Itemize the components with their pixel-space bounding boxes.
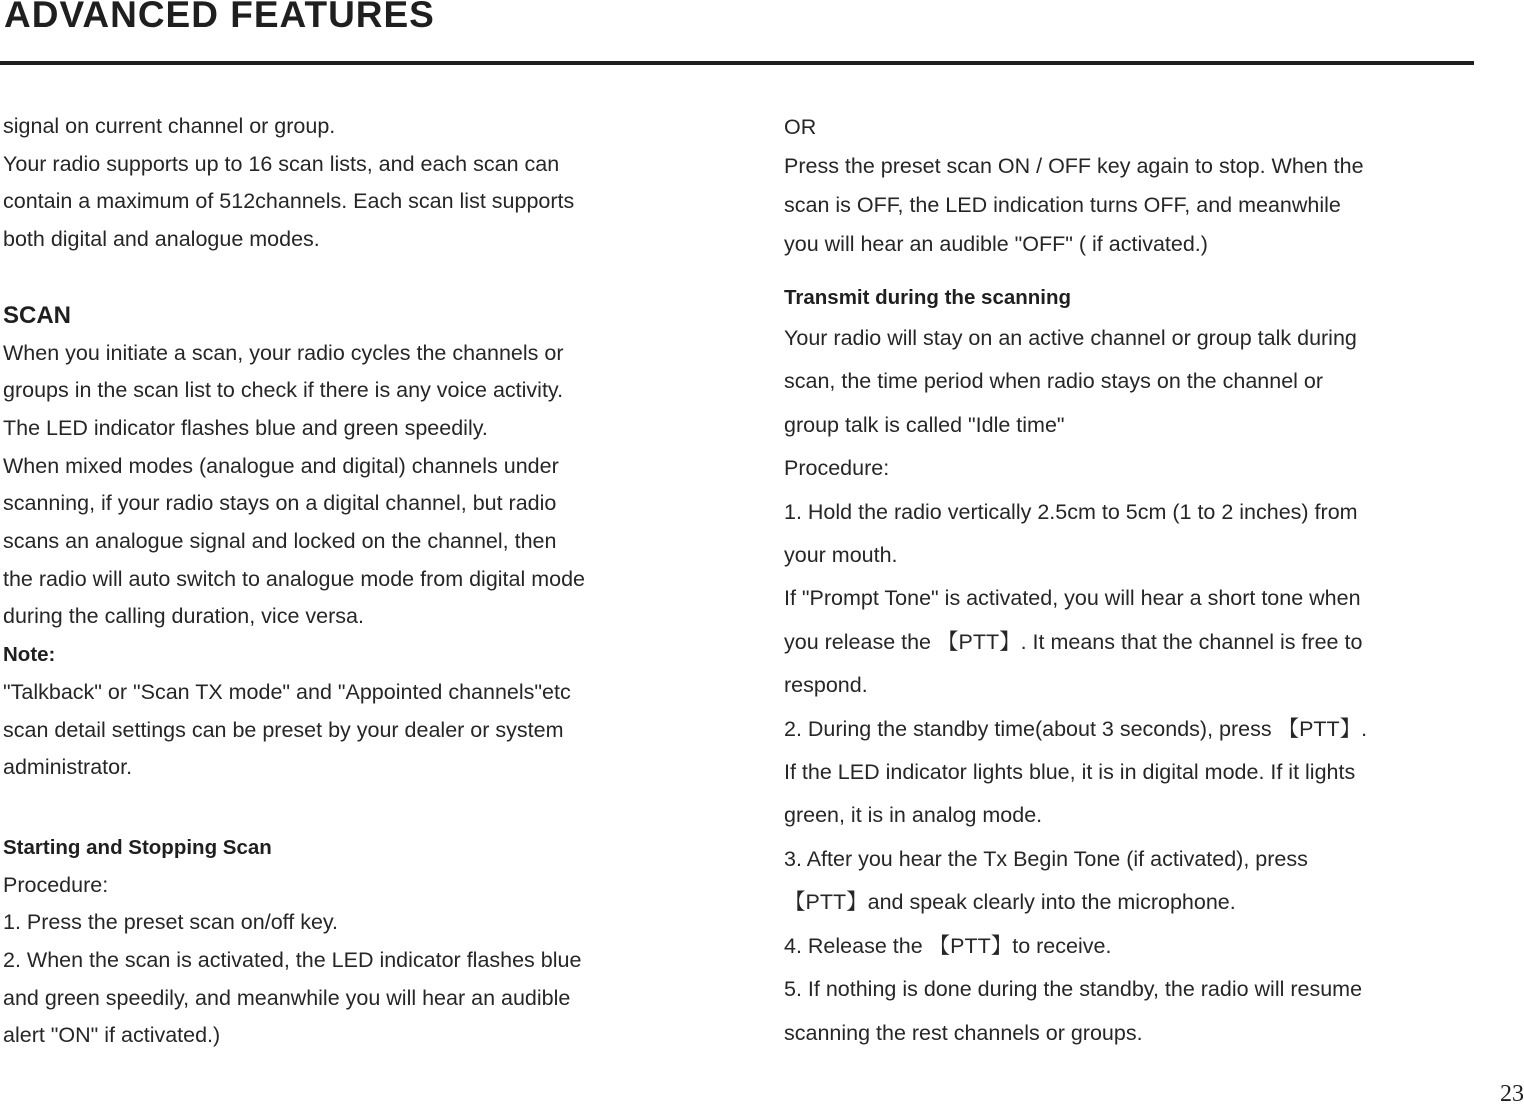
intro-paragraph [3,108,693,259]
text-line: scan detail settings can be preset by your dealer or system [3,717,564,742]
scan-heading: SCAN [3,301,72,329]
text-line: If the LED indicator lights blue, it is in digital mode. If it lights [784,760,1356,785]
text-line: scan is OFF, the LED indication turns OFF, and meanwhile [784,193,1341,217]
text-line: "Talkback" or "Scan TX mode" and "Appointed channels"etc [3,679,571,704]
text-line: green, it is in analog mode. [784,803,1043,828]
text-line: scanning the rest channels or groups. [784,1020,1143,1045]
text-line: both digital and analogue modes. [3,227,320,252]
text-line: during the calling duration, vice versa. [3,604,364,629]
text-line: the radio will auto switch to analogue mode from digital mode [3,566,586,591]
text-line: When you initiate a scan, your radio cycles the channels or [3,340,564,365]
or-paragraph [784,108,1484,264]
text-line: scan, the time period when radio stays on the channel or [784,369,1324,394]
start-stop-paragraph [3,867,693,1056]
header-rule [0,61,1474,65]
text-line: administrator. [3,755,133,780]
page-title: ADVANCED FEATURES [4,0,435,35]
text-line: 【PTT】and speak clearly into the microphone. [784,890,1236,915]
text-line: Your radio will stay on an active channel or group talk during [784,326,1357,350]
text-line: group talk is called "Idle time" [784,412,1065,437]
transmit-heading: Transmit during the scanning [784,286,1072,309]
text-line: you release the 【PTT】. It means that the channel is free to [784,629,1363,654]
text-line: 2. When the scan is activated, the LED indicator flashes blue [3,948,582,973]
spacer [3,787,693,829]
text-line: Your radio supports up to 16 scan lists, and each scan can [3,151,560,176]
text-line: 2. During the standby time(about 3 seconds), press 【PTT】. [784,716,1368,741]
transmit-paragraph [784,317,1484,1055]
text-line: If "Prompt Tone" is activated, you will hear a short tone when [784,586,1361,611]
right-column [784,108,1484,1055]
text-line: and green speedily, and meanwhile you will hear an audible [3,985,571,1010]
start-stop-heading: Starting and Stopping Scan [3,835,272,859]
text-line: 1. Hold the radio vertically 2.5cm to 5cm (1 to 2 inches) from [784,499,1358,524]
text-line: scans an analogue signal and locked on the channel, then [3,529,557,554]
text-line: 5. If nothing is done during the standby, the radio will resume [784,977,1363,1002]
text-line: 3. After you hear the Tx Begin Tone (if activated), press [784,846,1308,871]
text-line: When mixed modes (analogue and digital) channels under [3,453,559,478]
text-line: OR [784,115,817,139]
text-line: respond. [784,673,868,698]
text-line: contain a maximum of 512channels. Each scan list supports [3,189,575,214]
text-line: you will hear an audible "OFF" ( if activated.) [784,232,1208,256]
text-line: alert "ON" if activated.) [3,1023,221,1048]
note-paragraph [3,674,693,787]
text-line: The LED indicator flashes blue and green speedily. [3,415,488,440]
left-column [3,108,693,1055]
text-line: 4. Release the 【PTT】to receive. [784,933,1112,958]
text-line: 1. Press the preset scan on/off key. [3,910,339,935]
note-label: Note: [3,643,56,667]
page-number: 23 [1500,1081,1524,1107]
text-line: Procedure: [3,872,109,897]
text-line: groups in the scan list to check if there is any voice activity. [3,378,564,403]
text-line: signal on current channel or group. [3,114,336,138]
spacer [784,264,1484,278]
scan-paragraph [3,335,693,637]
text-line: scanning, if your radio stays on a digital channel, but radio [3,491,557,516]
text-line: Press the preset scan ON / OFF key again to stop. When the [784,154,1364,178]
text-line: Procedure: [784,456,890,481]
spacer [3,259,693,297]
text-line: your mouth. [784,543,898,568]
